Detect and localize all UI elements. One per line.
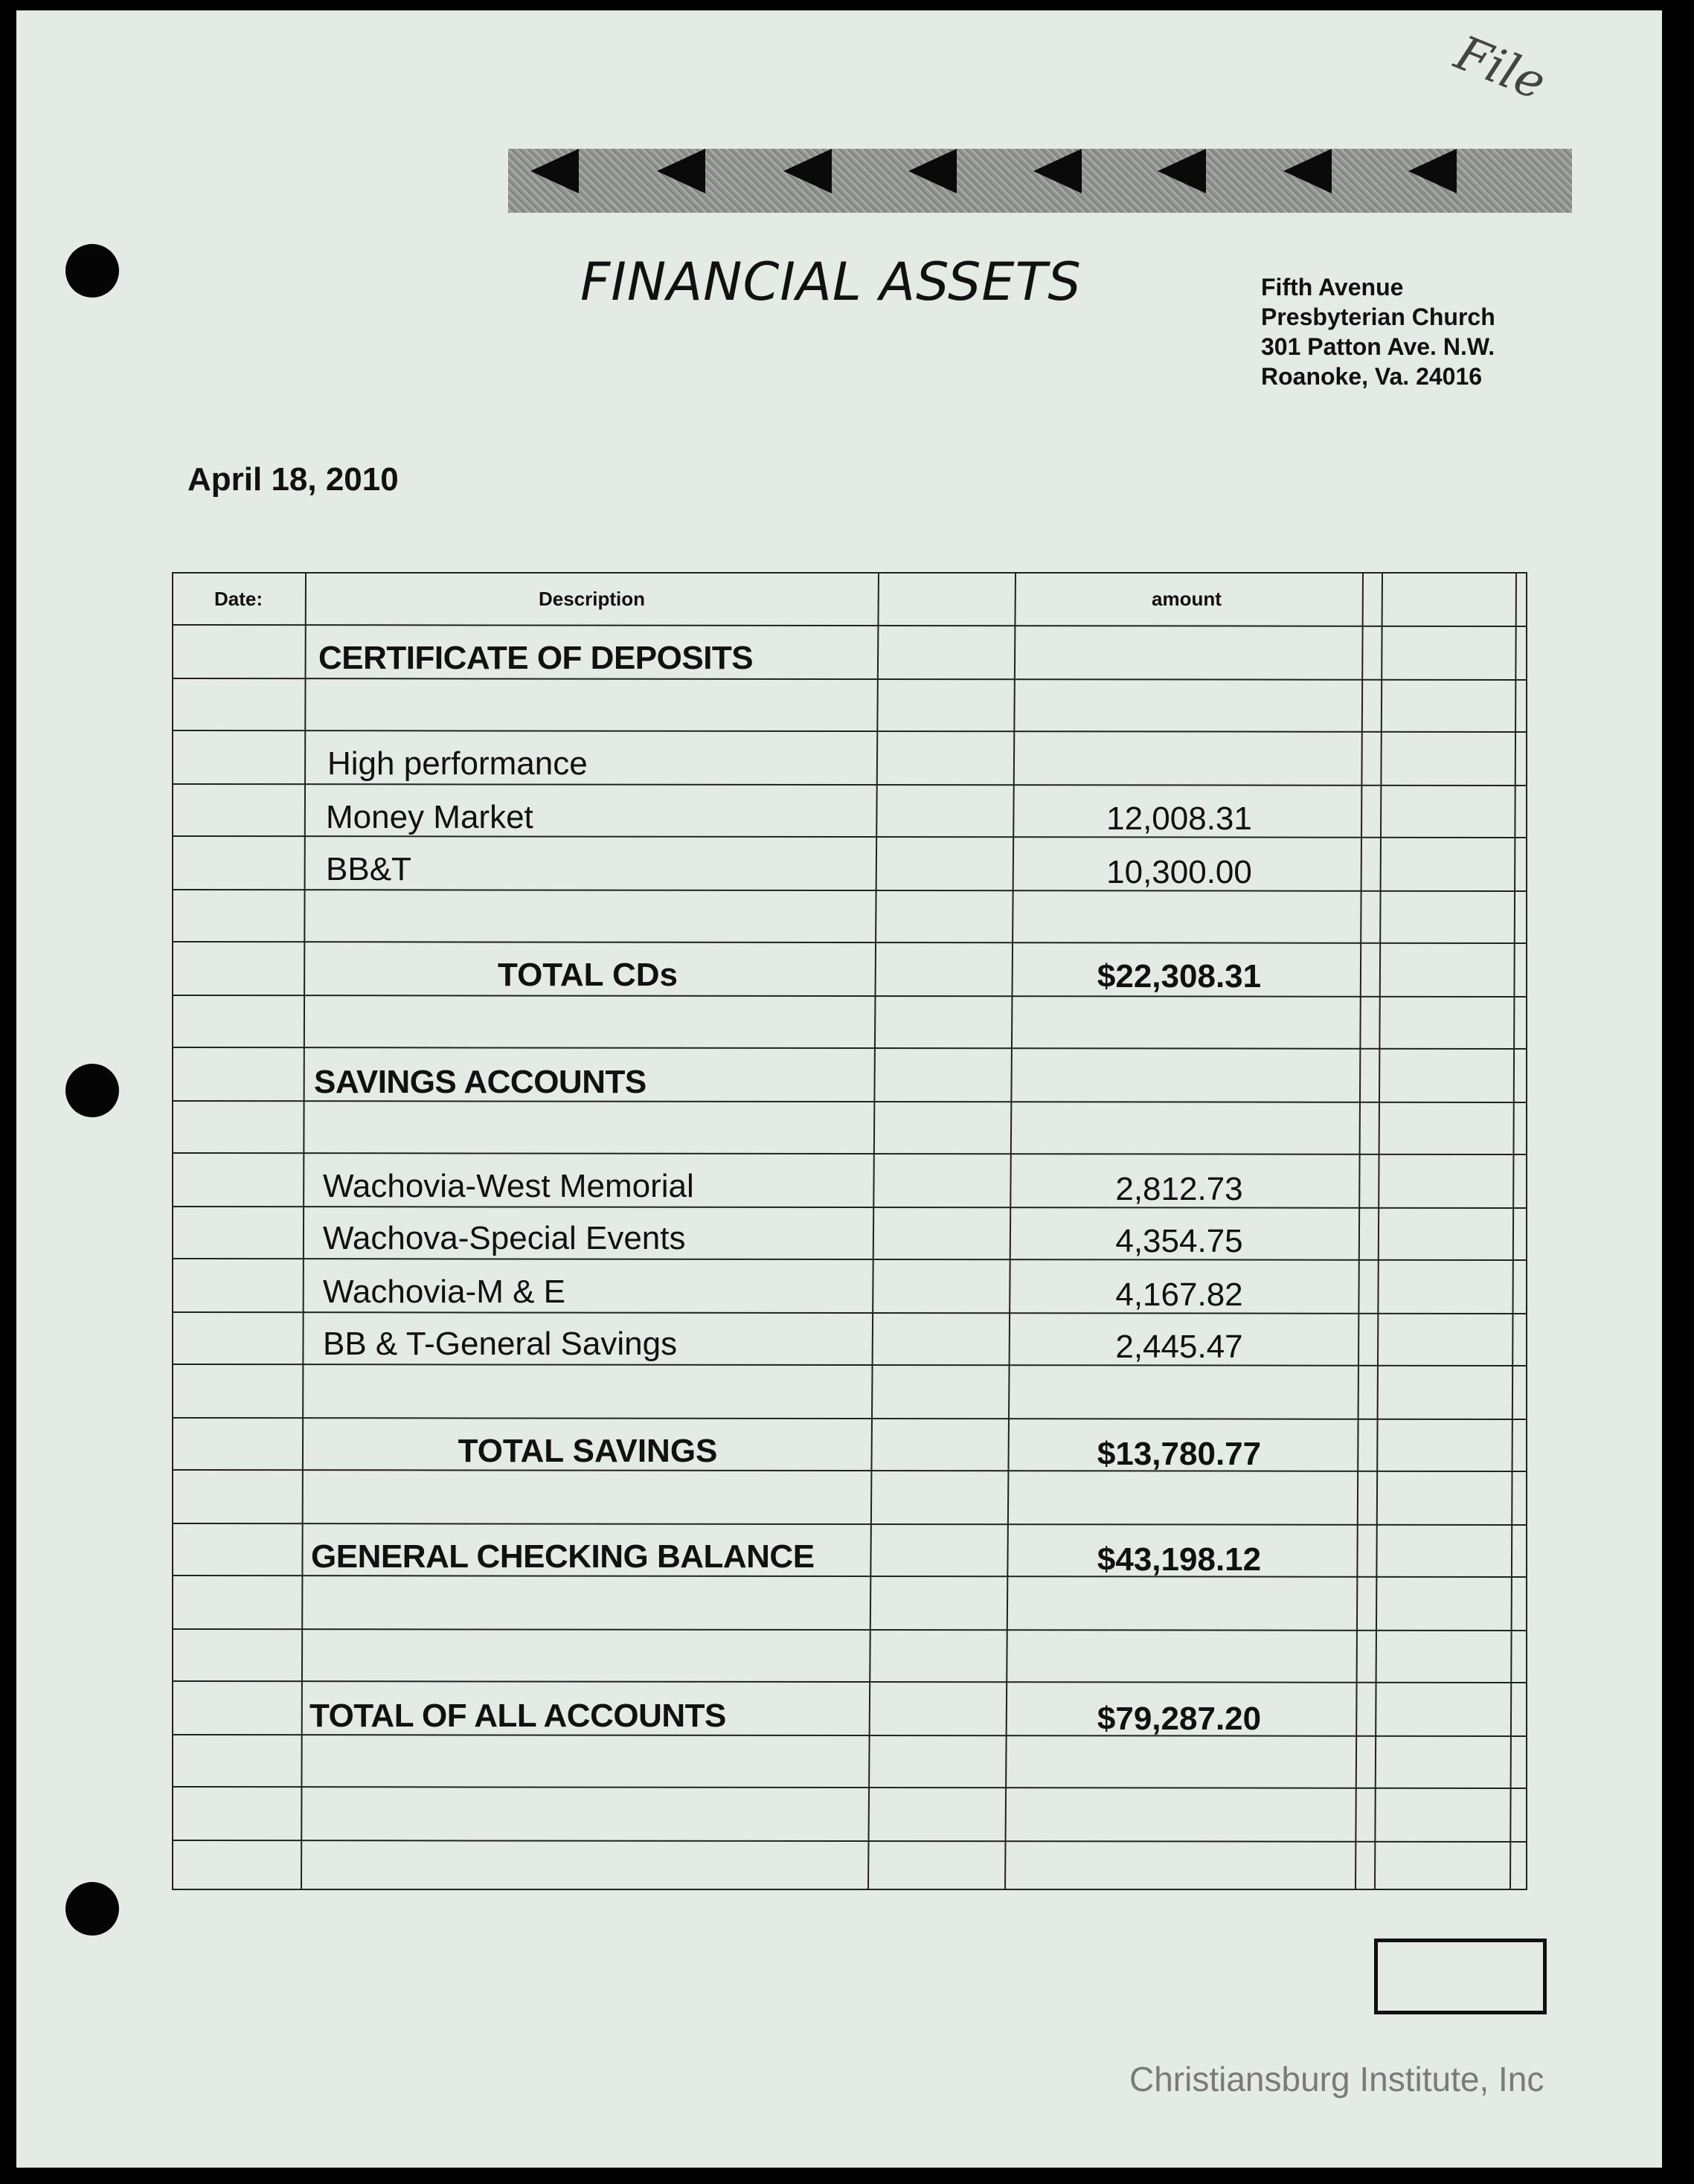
- header-description: Description: [539, 588, 646, 610]
- cd-item-label: BB&T: [326, 851, 411, 887]
- cd-item-label: Money Market: [326, 799, 533, 835]
- left-arrow-icon: [1158, 149, 1206, 193]
- checking-balance-label: GENERAL CHECKING BALANCE: [311, 1538, 815, 1575]
- grand-total-amount: $79,287.20: [1097, 1700, 1262, 1737]
- savings-item-label: Wachovia-West Memorial: [323, 1168, 694, 1204]
- cd-item-amount: 12,008.31: [1106, 800, 1252, 837]
- church-name-line1: Fifth Avenue: [1261, 274, 1404, 301]
- punch-hole-middle: [65, 1064, 119, 1117]
- grand-total-label: TOTAL OF ALL ACCOUNTS: [309, 1698, 726, 1734]
- savings-item-amount: 2,812.73: [1115, 1171, 1243, 1207]
- left-arrow-icon: [1033, 149, 1082, 193]
- ledger-table: [164, 571, 1539, 1895]
- savings-item-label: Wachova-Special Events: [323, 1220, 686, 1256]
- left-arrow-icon: [530, 149, 579, 193]
- left-arrow-icon: [783, 149, 832, 193]
- watermark: Christiansburg Institute, Inc: [1129, 2060, 1544, 2098]
- handwritten-note: File: [1447, 25, 1553, 112]
- church-street: 301 Patton Ave. N.W.: [1261, 333, 1495, 360]
- cd-total-label: TOTAL CDs: [497, 957, 678, 993]
- left-arrow-icon: [1408, 149, 1457, 193]
- savings-total-label: TOTAL SAVINGS: [458, 1433, 718, 1469]
- savings-total-amount: $13,780.77: [1097, 1436, 1262, 1472]
- report-date: April 18, 2010: [187, 461, 399, 498]
- punch-hole-top: [65, 244, 119, 298]
- savings-item-label: BB & T-General Savings: [323, 1326, 678, 1362]
- cd-item-label: High performance: [327, 745, 588, 782]
- punch-hole-bottom: [65, 1882, 119, 1936]
- left-arrow-icon: [657, 149, 705, 193]
- church-city: Roanoke, Va. 24016: [1261, 363, 1483, 390]
- savings-section-heading: SAVINGS ACCOUNTS: [314, 1064, 647, 1100]
- checking-balance-amount: $43,198.12: [1097, 1541, 1262, 1578]
- empty-stamp-box: [1374, 1939, 1547, 2014]
- arrow-banner: [508, 149, 1572, 213]
- arrow-icons: [508, 149, 1572, 213]
- cd-section-heading: CERTIFICATE OF DEPOSITS: [318, 640, 754, 676]
- cd-total-amount: $22,308.31: [1097, 958, 1262, 995]
- savings-item-amount: 4,167.82: [1115, 1276, 1243, 1313]
- savings-item-amount: 2,445.47: [1115, 1329, 1243, 1365]
- page-title: FINANCIAL ASSETS: [580, 251, 1082, 312]
- left-arrow-icon: [908, 149, 957, 193]
- header-amount: amount: [1152, 588, 1222, 610]
- left-arrow-icon: [1283, 149, 1332, 193]
- savings-item-label: Wachovia-M & E: [323, 1274, 566, 1310]
- church-name-line2: Presbyterian Church: [1261, 303, 1495, 330]
- church-address: [1261, 272, 1495, 391]
- cd-item-amount: 10,300.00: [1106, 854, 1252, 890]
- savings-item-amount: 4,354.75: [1115, 1223, 1243, 1259]
- header-date: Date:: [214, 588, 263, 610]
